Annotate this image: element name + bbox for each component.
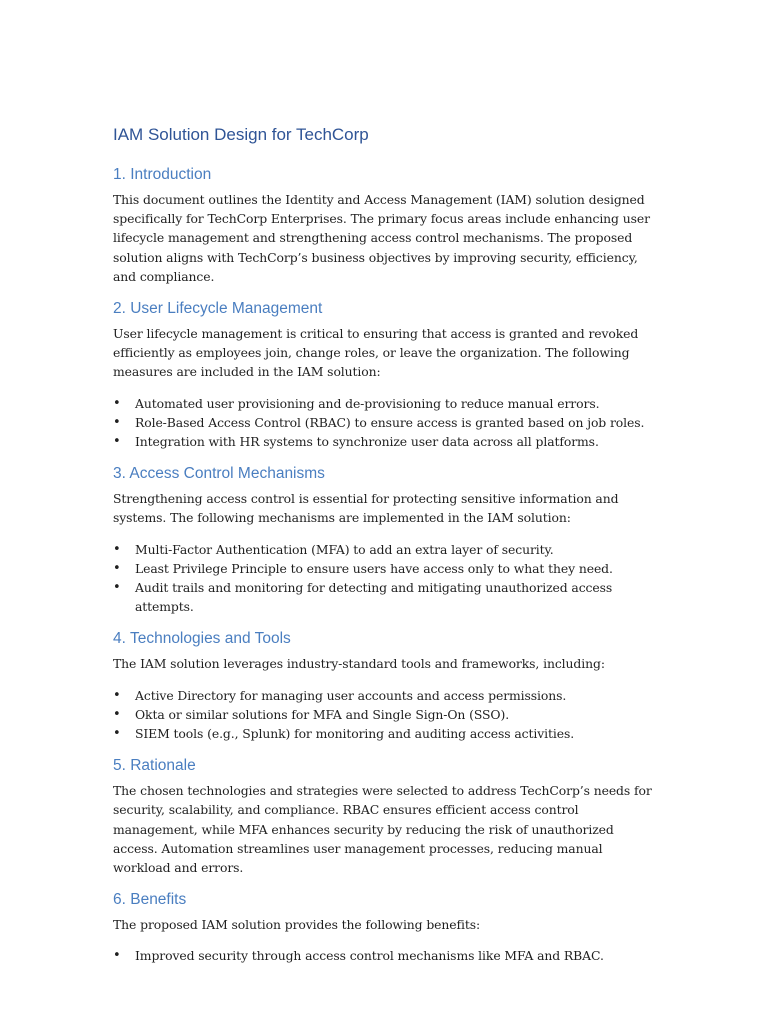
document-body — [113, 122, 658, 978]
section-paragraph: Strengthening access control is essential for protecting sensitive information and systems. The following mechanisms are implemented in the IAM solution: — [113, 491, 619, 526]
bullet-text: Improved security through access control mechanisms like MFA and RBAC. — [135, 948, 604, 964]
bullet-text: Integration with HR systems to synchronize user data across all platforms. — [135, 434, 599, 450]
bullet-icon: • — [113, 948, 121, 964]
bullet-item — [113, 578, 658, 616]
bullet-text: Okta or similar solutions for MFA and Single Sign-On (SSO). — [135, 706, 510, 722]
bullet-item — [113, 432, 658, 451]
section-6 — [113, 889, 658, 965]
bullet-item — [113, 946, 658, 965]
bullet-list — [113, 394, 658, 452]
bullet-text: Active Directory for managing user accounts and access permissions. — [135, 687, 567, 703]
bullet-text: Least Privilege Principle to ensure users have access only to what they need. — [135, 560, 613, 576]
section-heading: 6. Benefits — [113, 891, 187, 909]
bullet-item — [113, 724, 658, 743]
bullet-icon: • — [113, 706, 121, 722]
bullet-text: Audit trails and monitoring for detecting and mitigating unauthorized access attempts. — [135, 580, 613, 615]
bullet-list — [113, 540, 658, 617]
bullet-text: SIEM tools (e.g., Splunk) for monitoring and auditing access activities. — [135, 726, 575, 742]
bullet-icon: • — [113, 560, 121, 576]
section-paragraph: This document outlines the Identity and Access Management (IAM) solution designed specifically for TechCorp Enterprises. The primary focus areas include enhancing user lifecycle management and strengthening access control mechanisms. The proposed solution aligns with TechCorp’s business objectives by improving security, efficiency, and compliance. — [113, 192, 650, 284]
bullet-list — [113, 686, 658, 744]
section-paragraph: User lifecycle management is critical to ensuring that access is granted and revoked efficiently as employees join, change roles, or leave the organization. The following measures are included in the IAM solution: — [113, 326, 639, 380]
bullet-item — [113, 686, 658, 705]
document-title: IAM Solution Design for TechCorp — [113, 125, 369, 144]
section-heading: 2. User Lifecycle Management — [113, 300, 323, 318]
section-5 — [113, 755, 658, 877]
bullet-item — [113, 413, 658, 432]
section-2 — [113, 298, 658, 451]
section-heading: 4. Technologies and Tools — [113, 630, 291, 648]
bullet-icon: • — [113, 687, 121, 703]
section-heading: 1. Introduction — [113, 166, 212, 183]
bullet-item — [113, 394, 658, 413]
section-paragraph: The chosen technologies and strategies were selected to address TechCorp’s needs for security, scalability, and compliance. RBAC ensures efficient access control management, while MFA enhances security by reducing the risk of unauthorized access. Automation streamlines user management processes, reducing manual workload and errors. — [113, 783, 652, 876]
bullet-icon: • — [113, 580, 121, 596]
bullet-item — [113, 559, 658, 578]
section-4 — [113, 628, 658, 743]
bullet-item — [113, 705, 658, 724]
bullet-icon: • — [113, 414, 121, 430]
document-sections — [113, 164, 658, 966]
section-heading: 5. Rationale — [113, 757, 196, 775]
section-heading: 3. Access Control Mechanisms — [113, 465, 325, 483]
section-paragraph: The IAM solution leverages industry-standard tools and frameworks, including: — [113, 656, 605, 672]
bullet-icon: • — [113, 726, 121, 742]
bullet-icon: • — [113, 434, 121, 450]
section-1 — [113, 164, 658, 286]
bullet-text: Multi-Factor Authentication (MFA) to add an extra layer of security. — [135, 541, 554, 557]
section-paragraph: The proposed IAM solution provides the following benefits: — [113, 917, 481, 933]
bullet-list — [113, 946, 658, 965]
bullet-text: Automated user provisioning and de-provisioning to reduce manual errors. — [135, 395, 600, 411]
bullet-item — [113, 540, 658, 559]
section-3 — [113, 463, 658, 616]
bullet-text: Role-Based Access Control (RBAC) to ensure access is granted based on job roles. — [135, 414, 645, 430]
bullet-icon: • — [113, 395, 121, 411]
bullet-icon: • — [113, 541, 121, 557]
